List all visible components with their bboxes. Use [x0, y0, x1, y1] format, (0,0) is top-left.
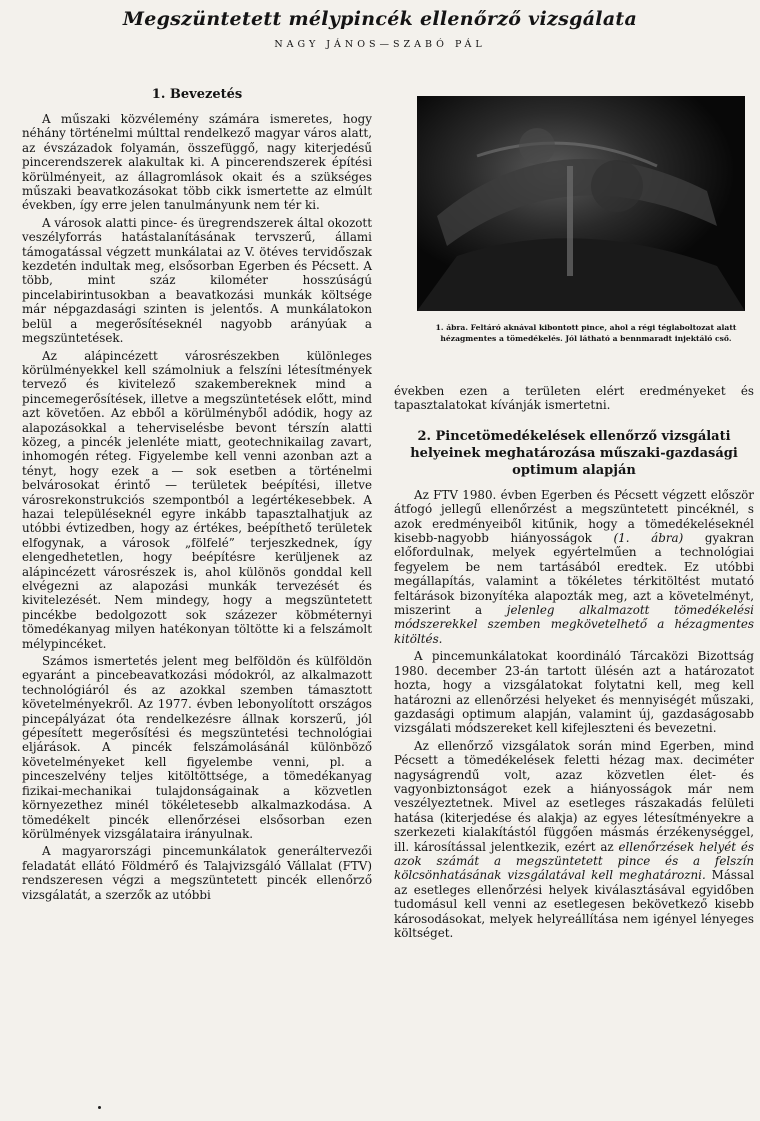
paragraph-2: A városok alatti pince- és üregrendszerek által okozott veszélyforrás hatástalanításának tervszerű, állami támogatással végzett munkálatai az V. ötéves tervidőszak kezdetén indultak meg, elsősorban Egerben és Pécsett. A több, mint száz kilométer hosszúságú pincelabirintusokban a beavatkozási munkák költsége már népgazdasági szinten is jelentős. A munkálatokon belül a megerősítéseknél nagyobb arányúak a megszüntetések. [22, 215, 372, 346]
figure-1-photo [417, 96, 745, 311]
paragraph-1: A műszaki közvélemény számára ismeretes, hogy néhány történelmi múlttal rendelkező magyar város alatt, az évszázadok folyamán, összefüggő, nagy kiterjedésű pincerendszerek alakultak ki. A pincerendszerek építési körülményeit, az állagromlások okait és a szükséges műszaki beavatkozásokat több cikk ismertette az elmúlt években, így erre jelen tanulmányunk nem tér ki. [22, 112, 372, 213]
paragraph-6-emphasis: jelenleg alkalmazott tömedékelési módszerekkel szemben megkövetelhető a hézagmentes kitöltés. [394, 603, 754, 646]
figure-1-caption: 1. ábra. Feltáró aknával kibontott pince, ahol a régi téglaboltozat alatt hézagmentes a tömedékelés. Jól látható a bennmaradt injektáló cső. [435, 323, 737, 343]
paragraph-continuation: években ezen a területen elért eredményeket és tapasztalatokat kívánják ismertetni. [394, 384, 754, 413]
paragraph-8-emphasis: ellenőrzések helyét és azok számát a megszüntetett pince és a felszín kölcsönhatásának vizsgálatával kell meghatározni. [394, 839, 754, 883]
paragraph-3: Az alápincézett városrészekben különleges körülményekkel kell számolniuk a felszíni létesítmények tervező és kivitelező szakembereknek mind a pincemegerősítések, illetve a megszüntetések előtt, mind azt követően. Az ebből a körülményből adódik, hogy az alapozásokkal a teherviselésbe bevont térszín alatti közeg, a pincék jelenléte miatt, geotechnikailag zavart, inhomogén réteg. Figyelembe kell venni azonban azt a tényt, hogy ezek a — sok esetben a történelmi belvárosokat érintő — területek beépítési, illetve városrekonstrukciós szempontból a legértékesebbek. A hazai településeknél egyre inkább tapasztalhatjuk az utóbbi évtizedben, hogy az értékes, beépíthető területek elfogynak, a városok „fölfelé” terjeszkednek, így elengedhetetlen, hogy beépítésre kerüljenek az alápincézett városrészek is, ahol különös gonddal kell elvégezni az alapozási munkák tervezését és kivitelezését. Nem mindegy, hogy a megszüntetett pincékbe bedolgozott sok százezer köbméternyi tömedékanyag milyen hatékonyan töltötte ki a felszámolt mélypincéket. [22, 348, 372, 651]
paragraph-4: Számos ismertetés jelent meg belföldön és külföldön egyaránt a pincebeavatkozási módokról, az alkalmazott technológiáról és az azokkal szemben támasztott követelményekről. Az 1977. évben lebonyolított országos pincepályázat óta rendelkezésre állnak korszerű, jól gépesített megerősítési és megszüntetési technológiai eljárások. A pincék felszámolásánál különböző követelményeket kell figyelembe venni, pl. a pinceszelvény teljes kitöltöttsége, a tömedékanyag fizikai-mechanikai tulajdonságainak a közvetlen környezethez minél tökéletesebb alkalmazkodása. A tömedékelt pincék ellenőrzései elsősorban ezen körülmények vizsgálataira irányulnak. [22, 654, 372, 841]
section-1-heading: 1. Bevezetés [151, 87, 243, 102]
paragraph-5: A magyarországi pincemunkálatok generáltervezői feladatát ellátó Földmérő és Talajvizsgáló Vállalat (FTV) rendszeresen végzi a megszüntetett pincék ellenőrző vizsgálatát, a szerzők az utóbbi [22, 844, 372, 902]
paragraph-6-part-a: Az FTV 1980. évben Egerben és Pécsett végzett először átfogó jellegű ellenőrzést a megszüntetett pincéknél, s azok eredményeiből kitűnik, hogy a tömedékeléseknél kisebb-nagyobb hiányosságok [394, 487, 754, 546]
scan-speck [98, 1106, 101, 1109]
right-column [394, 384, 754, 943]
article-title: Megszüntetett mélypincék ellenőrző vizsgálata [122, 8, 638, 30]
paragraph-8 [394, 739, 754, 941]
paragraph-7: A pincemunkálatokat koordináló Tárcaközi Bizottság 1980. december 23-án tartott ülésén azt a határozatot hozta, hogy a vizsgálatokat folytatni kell, meg kell határozni az ellenőrzési helyeket és mennyiségét műszaki, gazdasági optimum alapján, valamint új, gazdaságosabb vizsgálati módszereket kell kifejleszteni és bevezetni. [394, 649, 754, 736]
paragraph-6 [394, 488, 754, 646]
article-authors: NAGY JÁNOS—SZABÓ PÁL [274, 39, 486, 50]
paragraph-8-part-b: Mással az esetleges ellenőrzési helyek kiválasztásával egyidőben tudomásul kell venni az esetlegesen bekövetkező kisebb károsodásokat, melyek helyreállítása nem igényel lényeges költséget. [394, 868, 754, 940]
paragraph-8-part-a: Az ellenőrző vizsgálatok során mind Egerben, mind Pécsett a tömedékelések feletti hézag max. deciméter nagyságrendű volt, azaz közvetlen élet- és vagyonbiztonságot ezek a hiányosságok már nem veszélyeztetnek. Mivel az esetleges rászakadás felületi hatása (kiterjedése és alakja) az egyes létesítményekre a szerkezeti kialakítástól függően másmás érzékenységgel, ill. károsítással jelentkezik, ezért az [394, 738, 754, 854]
left-column [22, 86, 372, 905]
cellar-photo-illustration [417, 96, 745, 311]
section-2-heading: 2. Pincetömedékelések ellenőrző vizsgálati helyeinek meghatározása műszaki-gazdasági optimum alapján [410, 428, 738, 478]
paragraph-6-part-b: gyakran előfordulnak, melyek egyértelműen a technológiai fegyelem be nem tartásából eredtek. Ez utóbbi megállapítás, valamint a tökéletes térkitöltést mutató feltárások bizonyítéka alapozták meg, azt a követelményt, miszerint a [394, 531, 754, 618]
figure-reference: (1. ábra) [613, 531, 684, 546]
